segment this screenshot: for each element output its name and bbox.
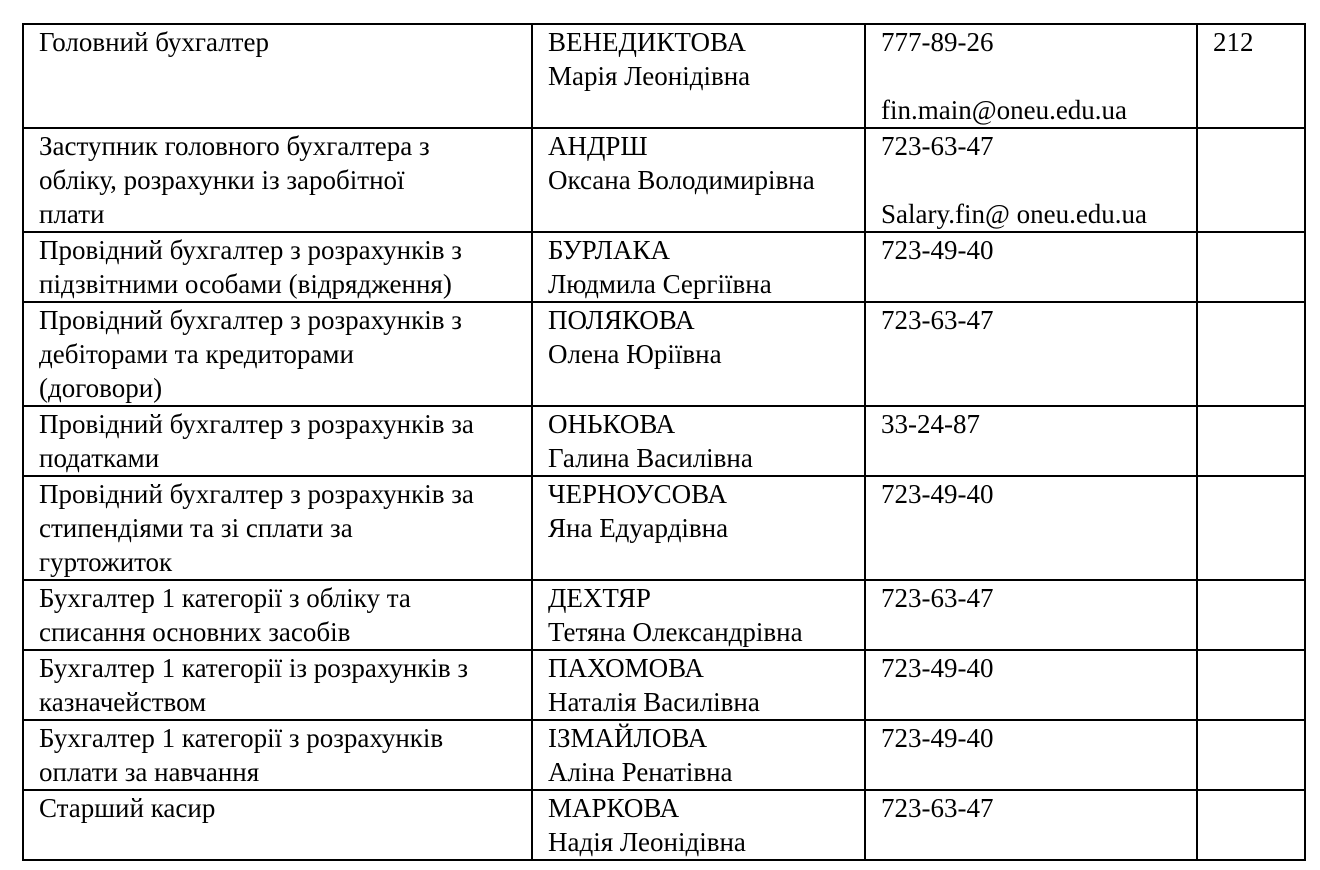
staff-contacts-table (22, 23, 1306, 861)
position-line: Бухгалтер 1 категорії з обліку та (39, 583, 411, 613)
person-cell (532, 476, 865, 580)
surname: ВЕНЕДИКТОВА (548, 27, 746, 57)
surname: ПОЛЯКОВА (548, 305, 695, 335)
contact-cell (865, 232, 1197, 302)
surname: ДЕХТЯР (548, 583, 651, 613)
blank-line (881, 163, 1188, 197)
phone: 723-49-40 (881, 653, 994, 683)
table-row (23, 650, 1305, 720)
position-line: (договори) (39, 373, 163, 403)
contact-cell (865, 24, 1197, 128)
first-name: Оксана Володимирівна (548, 165, 815, 195)
position-line: Старший касир (39, 793, 216, 823)
person-cell (532, 232, 865, 302)
room-cell (1197, 406, 1305, 476)
person-cell (532, 790, 865, 860)
position-cell (23, 720, 532, 790)
room-cell (1197, 302, 1305, 406)
position-line: Провідний бухгалтер з розрахунків за (39, 409, 474, 439)
email-link[interactable]: Salary.fin@ oneu.edu.ua (881, 199, 1148, 229)
position-cell (23, 232, 532, 302)
room-cell (1197, 476, 1305, 580)
person-cell (532, 302, 865, 406)
first-name: Галина Василівна (548, 443, 753, 473)
room-cell (1197, 650, 1305, 720)
room-cell (1197, 580, 1305, 650)
contact-cell (865, 790, 1197, 860)
first-name: Надія Леонідівна (548, 827, 746, 857)
blank-line (881, 59, 1188, 93)
position-line: Бухгалтер 1 категорії з розрахунків (39, 723, 444, 753)
surname: ЧЕРНОУСОВА (548, 479, 727, 509)
position-line: Провідний бухгалтер з розрахунків з (39, 305, 462, 335)
phone: 723-49-40 (881, 723, 994, 753)
contact-cell (865, 580, 1197, 650)
person-cell (532, 720, 865, 790)
phone: 723-63-47 (881, 583, 994, 613)
surname: МАРКОВА (548, 793, 680, 823)
contact-cell (865, 650, 1197, 720)
person-cell (532, 24, 865, 128)
position-line: казначейством (39, 687, 207, 717)
room-cell (1197, 24, 1305, 128)
first-name: Людмила Сергіївна (548, 269, 772, 299)
first-name: Тетяна Олександрівна (548, 617, 803, 647)
position-line: гуртожиток (39, 547, 173, 577)
position-line: податками (39, 443, 160, 473)
position-cell (23, 302, 532, 406)
position-cell (23, 580, 532, 650)
position-line: Заступник головного бухгалтера з (39, 131, 430, 161)
first-name: Марія Леонідівна (548, 61, 751, 91)
person-cell (532, 580, 865, 650)
table-row (23, 406, 1305, 476)
person-cell (532, 406, 865, 476)
position-line: підзвітними особами (відрядження) (39, 269, 452, 299)
contact-cell (865, 302, 1197, 406)
contact-cell (865, 406, 1197, 476)
table-row (23, 232, 1305, 302)
table-row (23, 476, 1305, 580)
surname: ОНЬКОВА (548, 409, 676, 439)
contact-cell (865, 476, 1197, 580)
position-cell (23, 406, 532, 476)
phone: 723-49-40 (881, 235, 994, 265)
first-name: Наталія Василівна (548, 687, 760, 717)
surname: БУРЛАКА (548, 235, 670, 265)
position-line: оплати за навчання (39, 757, 260, 787)
phone: 723-49-40 (881, 479, 994, 509)
first-name: Олена Юріївна (548, 339, 722, 369)
position-line: Провідний бухгалтер з розрахунків з (39, 235, 462, 265)
position-line: Головний бухгалтер (39, 27, 269, 57)
position-line: плати (39, 199, 105, 229)
contact-cell (865, 128, 1197, 232)
position-line: Провідний бухгалтер з розрахунків за (39, 479, 474, 509)
person-cell (532, 128, 865, 232)
phone: 33-24-87 (881, 409, 980, 439)
room-number: 212 (1213, 27, 1254, 57)
table-row (23, 790, 1305, 860)
phone: 723-63-47 (881, 305, 994, 335)
table-row (23, 128, 1305, 232)
position-cell (23, 128, 532, 232)
position-cell (23, 24, 532, 128)
surname: ПАХОМОВА (548, 653, 704, 683)
first-name: Аліна Ренатівна (548, 757, 733, 787)
position-cell (23, 790, 532, 860)
table-row (23, 720, 1305, 790)
table-row (23, 580, 1305, 650)
table-row (23, 302, 1305, 406)
person-cell (532, 650, 865, 720)
position-line: Бухгалтер 1 категорії із розрахунків з (39, 653, 469, 683)
surname: ІЗМАЙЛОВА (548, 723, 708, 753)
table-row (23, 24, 1305, 128)
surname: АНДРШ (548, 131, 648, 161)
position-line: дебіторами та кредиторами (39, 339, 354, 369)
first-name: Яна Едуардівна (548, 513, 729, 543)
room-cell (1197, 232, 1305, 302)
room-cell (1197, 128, 1305, 232)
phone: 723-63-47 (881, 131, 994, 161)
contact-cell (865, 720, 1197, 790)
phone: 723-63-47 (881, 793, 994, 823)
email-link[interactable]: fin.main@oneu.edu.ua (881, 95, 1128, 125)
room-cell (1197, 790, 1305, 860)
position-line: стипендіями та зі сплати за (39, 513, 353, 543)
position-line: обліку, розрахунки із заробітної (39, 165, 405, 195)
phone: 777-89-26 (881, 27, 994, 57)
position-line: списання основних засобів (39, 617, 351, 647)
position-cell (23, 650, 532, 720)
position-cell (23, 476, 532, 580)
room-cell (1197, 720, 1305, 790)
